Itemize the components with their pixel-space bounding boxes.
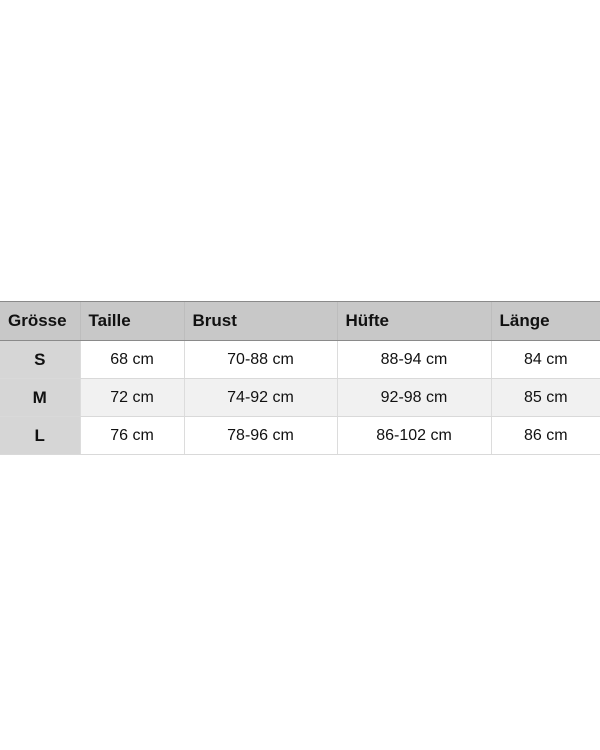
table-row <box>0 379 600 417</box>
hips-cell: 92-98 cm <box>337 379 491 417</box>
column-header-length: Länge <box>491 302 600 341</box>
waist-cell: 72 cm <box>80 379 184 417</box>
waist-cell: 76 cm <box>80 417 184 455</box>
header-row <box>0 302 600 341</box>
size-label-cell: L <box>0 417 80 455</box>
size-chart-table <box>0 301 600 455</box>
hips-cell: 86-102 cm <box>337 417 491 455</box>
table-row <box>0 341 600 379</box>
chest-cell: 78-96 cm <box>184 417 337 455</box>
column-header-size: Grösse <box>0 302 80 341</box>
size-label-cell: S <box>0 341 80 379</box>
length-cell: 86 cm <box>491 417 600 455</box>
hips-cell: 88-94 cm <box>337 341 491 379</box>
size-chart-header <box>0 302 600 341</box>
chest-cell: 70-88 cm <box>184 341 337 379</box>
table-row <box>0 417 600 455</box>
waist-cell: 68 cm <box>80 341 184 379</box>
length-cell: 84 cm <box>491 341 600 379</box>
length-cell: 85 cm <box>491 379 600 417</box>
size-label-cell: M <box>0 379 80 417</box>
column-header-waist: Taille <box>80 302 184 341</box>
column-header-chest: Brust <box>184 302 337 341</box>
column-header-hips: Hüfte <box>337 302 491 341</box>
size-chart-body <box>0 341 600 455</box>
chest-cell: 74-92 cm <box>184 379 337 417</box>
